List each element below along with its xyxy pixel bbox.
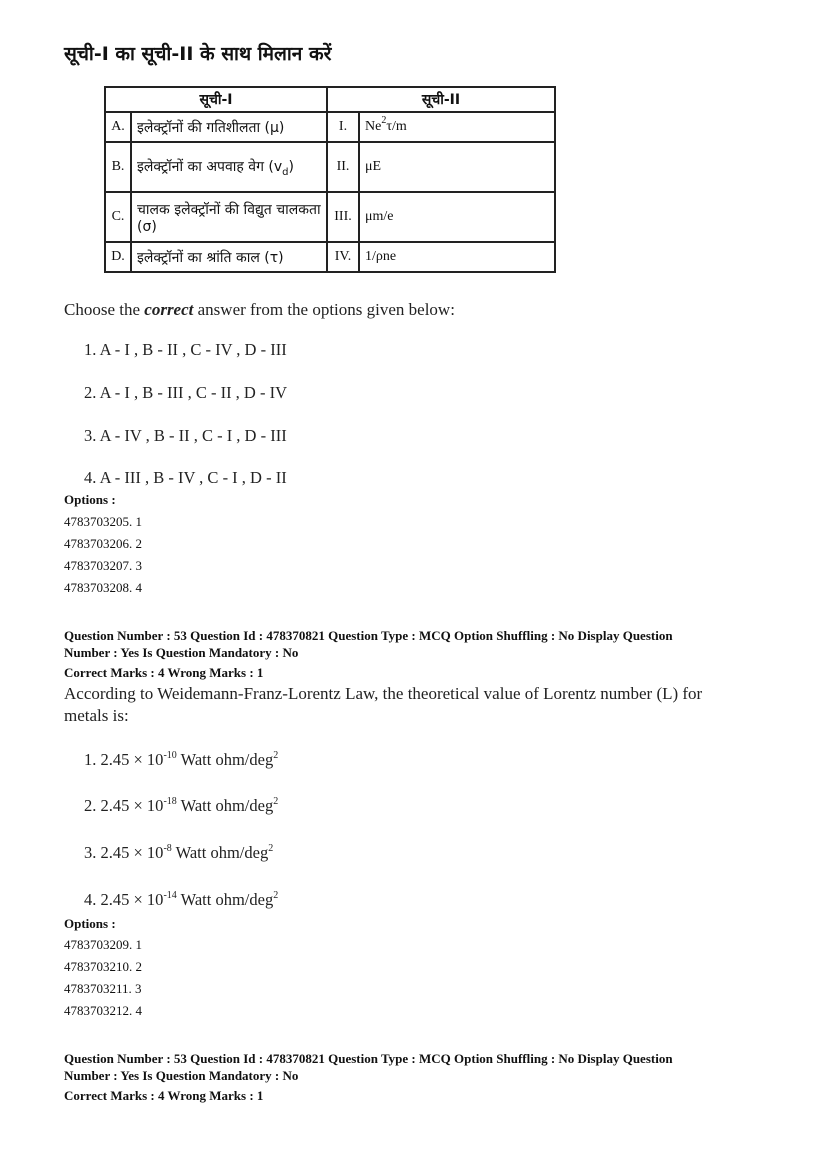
answer-choice-3[interactable]: 3. A - IV , B - II , C - I , D - III: [84, 426, 287, 445]
option-id: 4783703206. 2: [64, 536, 142, 551]
options-label: Options :: [64, 916, 116, 931]
row-label: C.: [105, 192, 131, 242]
row-number: IV.: [327, 242, 359, 272]
row-number: II.: [327, 142, 359, 192]
question-marks: Correct Marks : 4 Wrong Marks : 1: [64, 1088, 264, 1103]
question-text-line2: metals is:: [64, 706, 129, 725]
option-id: 4783703212. 4: [64, 1003, 142, 1018]
answer-choice-3[interactable]: 3. $2.45 \times 10^{-8}$ Watt ohm/deg$^2$: [84, 843, 274, 862]
answer-choice-2[interactable]: 2. $2.45 \times 10^{-18}$ Watt ohm/deg$^2$: [84, 796, 279, 815]
answer-choice-4[interactable]: 4. $2.45 \times 10^{-14}$ Watt ohm/deg$^2$: [84, 890, 279, 909]
question-meta-line2: Number : Yes Is Question Mandatory : No: [64, 1068, 299, 1083]
table-row: [105, 192, 555, 242]
match-table: [104, 86, 556, 273]
table-row: [105, 142, 555, 192]
option-id: 4783703207. 3: [64, 558, 142, 573]
list-1-item: इलेक्ट्रॉनों का अपवाह वेग $(v_d)$: [131, 142, 327, 192]
row-number: III.: [327, 192, 359, 242]
list-2-value: Ne$^2$τ/m: [359, 112, 555, 142]
match-title: सूची-I का सूची-II के साथ मिलान करें: [64, 43, 332, 65]
answer-choice-2[interactable]: 2. A - I , B - III , C - II , D - IV: [84, 383, 288, 402]
row-label: B.: [105, 142, 131, 192]
match-table-header: [105, 87, 555, 112]
option-id: 4783703209. 1: [64, 937, 142, 952]
table-row: [105, 242, 555, 272]
list-2-value: μE: [359, 142, 555, 192]
answer-choice-1[interactable]: 1. $2.45 \times 10^{-10}$ Watt ohm/deg$^2$: [84, 750, 279, 769]
option-id: 4783703210. 2: [64, 959, 142, 974]
question-meta-line1: Question Number : 53 Question Id : 478370821 Question Type : MCQ Option Shuffling : No Display Question: [64, 628, 673, 643]
option-id: 4783703208. 4: [64, 580, 142, 595]
question-text-line1: According to Weidemann-Franz-Lorentz Law, the theoretical value of Lorentz number (L) for: [64, 684, 703, 703]
question-marks: Correct Marks : 4 Wrong Marks : 1: [64, 665, 264, 680]
option-id: 4783703205. 1: [64, 514, 142, 529]
list-2-value: 1/ρne: [359, 242, 555, 272]
list-1-item: चालक इलेक्ट्रॉनों की विद्युत चालकता (σ): [131, 192, 327, 242]
options-label: Options :: [64, 492, 116, 507]
answer-choice-4[interactable]: 4. A - III , B - IV , C - I , D - II: [84, 468, 287, 487]
list-2-value: μm/e: [359, 192, 555, 242]
question-meta-line2: Number : Yes Is Question Mandatory : No: [64, 645, 299, 660]
row-label: A.: [105, 112, 131, 142]
answer-choice-1[interactable]: 1. A - I , B - II , C - IV , D - III: [84, 340, 287, 359]
list-1-header: सूची-I: [105, 87, 327, 112]
row-number: I.: [327, 112, 359, 142]
option-id: 4783703211. 3: [64, 981, 142, 996]
question-meta-line1: Question Number : 53 Question Id : 478370821 Question Type : MCQ Option Shuffling : No Display Question: [64, 1051, 673, 1066]
choose-instruction: Choose the correct answer from the options given below:: [64, 300, 455, 319]
row-label: D.: [105, 242, 131, 272]
table-row: [105, 112, 555, 142]
list-1-item: इलेक्ट्रॉनों की गतिशीलता (μ): [131, 112, 327, 142]
list-1-item: इलेक्ट्रॉनों का श्रांति काल (τ): [131, 242, 327, 272]
list-2-header: सूची-II: [327, 87, 555, 112]
